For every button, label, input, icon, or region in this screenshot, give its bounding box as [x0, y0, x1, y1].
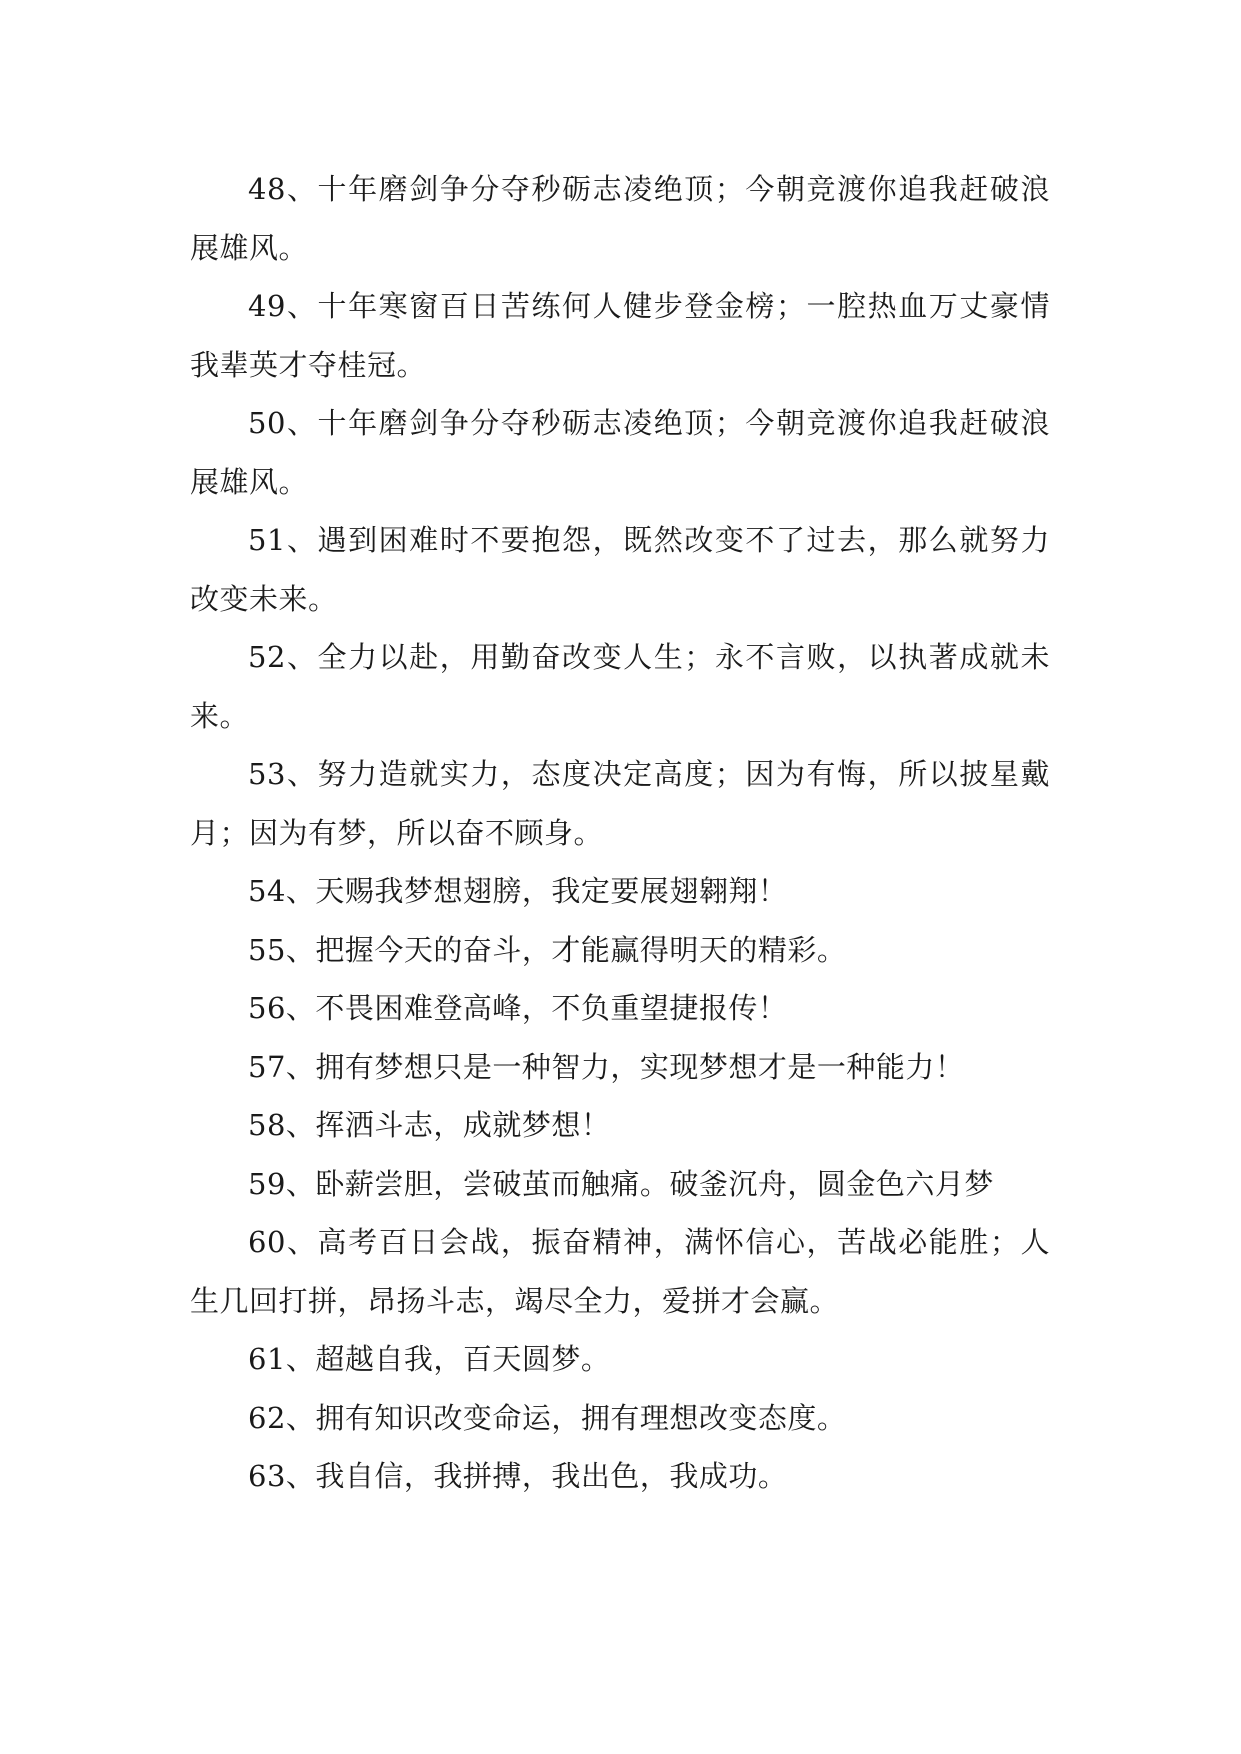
paragraph-63: 63、我自信，我拼搏，我出色，我成功。	[248, 1459, 788, 1493]
paragraph-62: 62、拥有知识改变命运，拥有理想改变态度。	[248, 1400, 847, 1435]
paragraph-54: 54、天赐我梦想翅膀，我定要展翅翱翔！	[248, 874, 788, 908]
paragraph-53: 53、努力造就实力，态度决定高度；因为有悔，所以披星戴月；因为有梦，所以奋不顾身。	[190, 757, 1050, 850]
paragraph-56: 56、不畏困难登高峰，不负重望捷报传！	[248, 991, 788, 1025]
paragraph-61: 61、超越自我，百天圆梦。	[248, 1342, 611, 1376]
paragraph-52: 52、全力以赴，用勤奋改变人生；永不言败，以执著成就未来。	[190, 640, 1050, 733]
paragraph-49: 49、十年寒窗百日苦练何人健步登金榜；一腔热血万丈豪情我辈英才夺桂冠。	[190, 289, 1050, 382]
paragraph-55: 55、把握今天的奋斗，才能赢得明天的精彩。	[248, 932, 847, 967]
paragraph-58: 58、挥洒斗志，成就梦想！	[248, 1108, 611, 1142]
paragraph-60: 60、高考百日会战，振奋精神，满怀信心，苦战必能胜；人生几回打拼，昂扬斗志，竭尽全力，爱拼才会赢。	[190, 1225, 1050, 1318]
paragraph-57: 57、拥有梦想只是一种智力，实现梦想才是一种能力！	[248, 1049, 965, 1084]
paragraph-51: 51、遇到困难时不要抱怨，既然改变不了过去，那么就努力改变未来。	[190, 523, 1050, 616]
paragraph-48: 48、十年磨剑争分夺秒砺志凌绝顶；今朝竞渡你追我赶破浪展雄风。	[190, 172, 1050, 265]
paragraph-59: 59、卧薪尝胆，尝破茧而触痛。破釜沉舟，圆金色六月梦	[248, 1166, 994, 1201]
document-body	[190, 160, 1050, 1506]
paragraph-50: 50、十年磨剑争分夺秒砺志凌绝顶；今朝竞渡你追我赶破浪展雄风。	[190, 406, 1050, 499]
